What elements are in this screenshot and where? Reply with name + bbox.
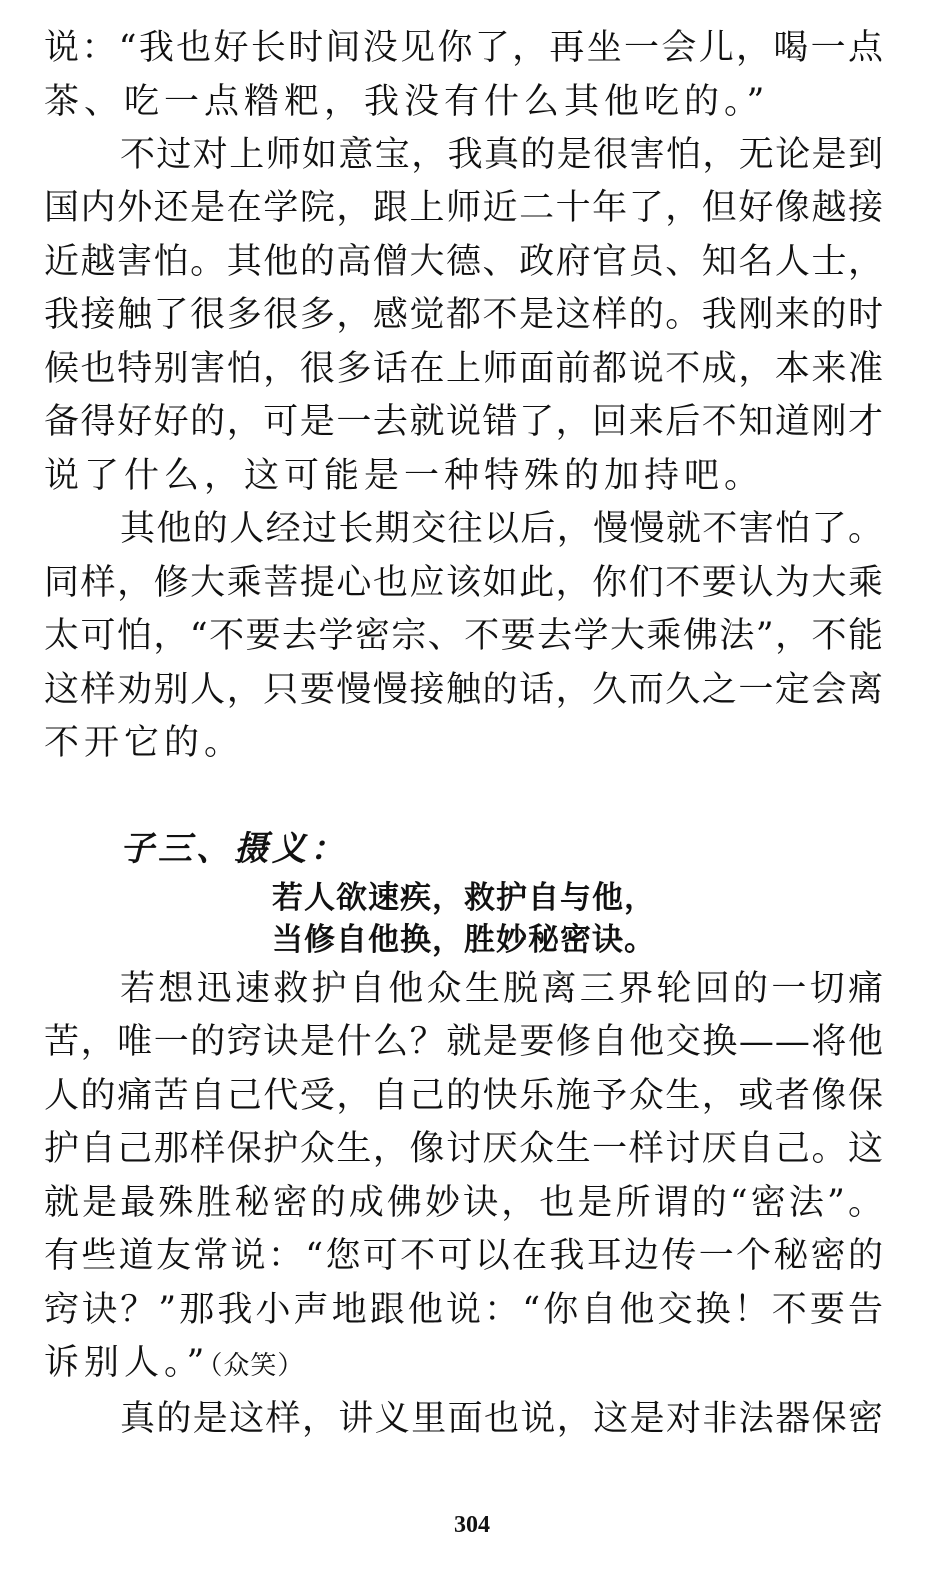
text-line: 人的痛苦自己代受，自己的快乐施予众生，或者像保: [44, 1076, 884, 1116]
verse-line: 若人欲速疾，救护自与他，: [272, 880, 656, 916]
text-line: 近越害怕。其他的高僧大德、政府官员、知名人士，: [44, 242, 884, 282]
text-line: 真的是这样，讲义里面也说，这是对非法器保密: [120, 1399, 884, 1439]
text-line: 说：“我也好长时间没见你了，再坐一会儿，喝一点: [44, 28, 884, 68]
text-line: 苦，唯一的窍诀是什么？就是要修自他交换——将他: [44, 1022, 884, 1062]
text-line: 国内外还是在学院，跟上师近二十年了，但好像越接: [44, 188, 884, 228]
text-line: 茶、吃一点糌粑，我没有什么其他吃的。”: [44, 82, 770, 122]
text-line: 不过对上师如意宝，我真的是很害怕，无论是到: [120, 135, 884, 175]
text-line: 若想迅速救护自他众生脱离三界轮回的一切痛: [120, 969, 884, 1009]
text-line-main: 诉别人。”: [44, 1343, 210, 1383]
text-line: 太可怕，“不要去学密宗、不要去学大乘佛法”，不能: [44, 616, 884, 656]
text-line: 其他的人经过长期交往以后，慢慢就不害怕了。: [120, 509, 884, 549]
text-line: [44, 1339, 884, 1390]
text-line: 这样劝别人，只要慢慢接触的话，久而久之一定会离: [44, 670, 884, 710]
text-line: 同样，修大乘菩提心也应该如此，你们不要认为大乘: [44, 563, 884, 603]
text-line: 有些道友常说：“您可不可以在我耳边传一个秘密的: [44, 1236, 884, 1276]
text-line: 窍诀？”那我小声地跟他说：“你自他交换！不要告: [44, 1290, 884, 1330]
text-line: 备得好好的，可是一去就说错了，回来后不知道刚才: [44, 402, 884, 442]
text-line: 候也特别害怕，很多话在上师面前都说不成，本来准: [44, 349, 884, 389]
verse-line: 当修自他换，胜妙秘密诀。: [272, 922, 656, 958]
text-line: 不开它的。: [44, 723, 245, 763]
section-heading: 子三、摄义：: [120, 829, 348, 869]
audience-reaction-note: （众笑）: [209, 1351, 305, 1381]
text-line: 说了什么，这可能是一种特殊的加持吧。: [44, 456, 765, 496]
page-number: 304: [454, 1512, 490, 1538]
text-line: 就是最殊胜秘密的成佛妙诀，也是所谓的“密法”。: [44, 1183, 884, 1223]
text-line: 护自己那样保护众生，像讨厌众生一样讨厌自己。这: [44, 1129, 884, 1169]
text-line: 我接触了很多很多，感觉都不是这样的。我刚来的时: [44, 295, 884, 335]
